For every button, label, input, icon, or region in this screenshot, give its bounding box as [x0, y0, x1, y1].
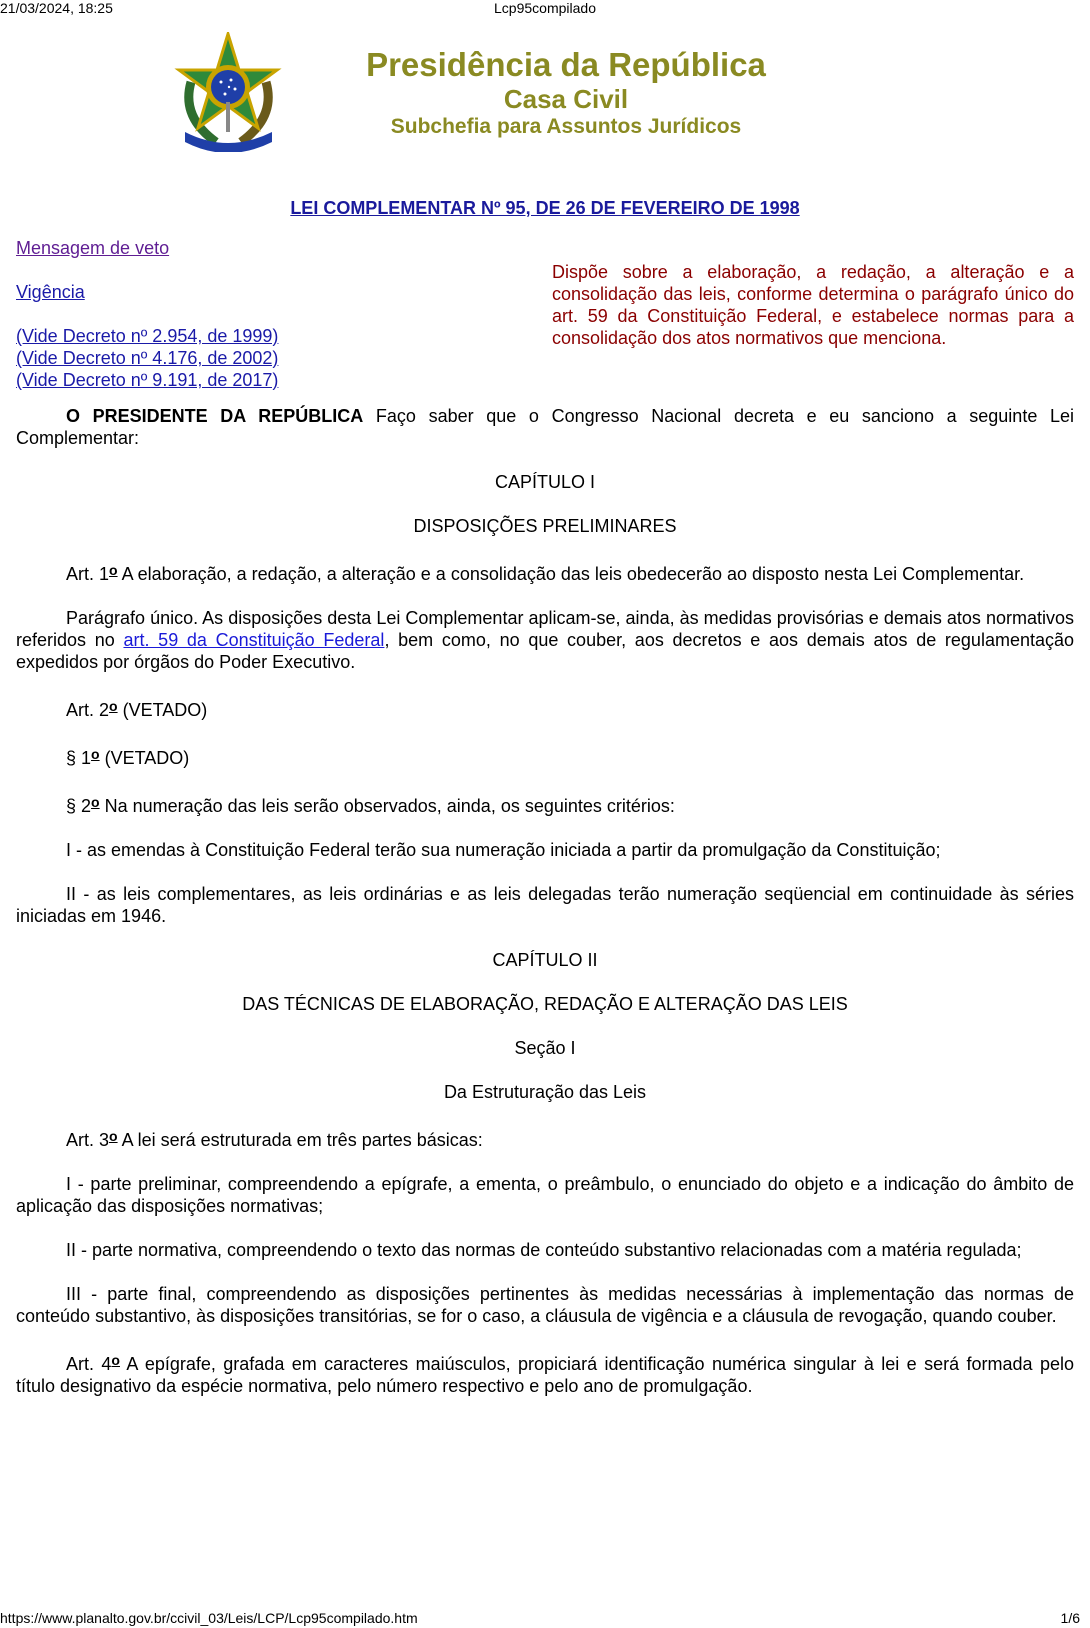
article-2-paragraph-1-label: § 1 [66, 748, 92, 768]
chapter-2-title: CAPÍTULO II [492, 950, 598, 970]
article-3-text: A lei será estruturada em três partes básicas: [117, 1130, 483, 1150]
article-2-item-i: I - as emendas à Constituição Federal terão sua numeração iniciada a partir da promulgação da Constituição; [66, 840, 941, 860]
law-title-link[interactable]: LEI COMPLEMENTAR Nº 95, DE 26 DE FEVEREIRO DE 1998 [290, 198, 800, 218]
article-1-ordinal: o [109, 562, 118, 578]
print-header [0, 0, 1090, 18]
article-3-label: Art. 3 [66, 1130, 110, 1150]
document [16, 28, 1074, 1419]
art-59-cf-link[interactable]: art. 59 da Constituição Federal [123, 630, 385, 650]
article-2-ordinal: o [109, 698, 118, 714]
chapter-1-title: CAPÍTULO I [494, 472, 596, 492]
article-2-label: Art. 2 [66, 700, 110, 720]
print-page-number: 1/6 [1060, 1610, 1080, 1626]
paragrafo-unico-after: , bem como, no que couber, aos decretos e aos demais atos de regulamentação expedidos por órgãos do Poder Executivo. [16, 630, 1075, 672]
article-2-paragraph-2-ordinal: o [91, 794, 100, 810]
side-links [16, 237, 376, 391]
masthead-subchefia: Subchefia para Assuntos Jurídicos [390, 115, 742, 138]
article-4-text: A epígrafe, grafada em caracteres maiúsculos, propiciará identificação numérica singular à lei e será formada pelo título designativo da espécie normativa, pelo número respectivo e pelo ano de promulgação. [16, 1354, 1074, 1396]
masthead [16, 28, 1074, 178]
article-3-item-i: I - parte preliminar, compreendendo a epígrafe, a ementa, o preâmbulo, o enunciado do objeto e a indicação do âmbito de aplicação das disposições normativas; [16, 1174, 1074, 1216]
article-3-item-ii: II - parte normativa, compreendendo o texto das normas de conteúdo substantivo relacionadas com a matéria regulada; [66, 1240, 1022, 1260]
preamble-bold: O PRESIDENTE DA REPÚBLICA [66, 406, 364, 426]
links-and-ementa [16, 237, 1074, 405]
vigencia-link[interactable]: Vigência [16, 282, 85, 302]
article-4 [16, 1349, 1074, 1397]
paragrafo-unico-before: Parágrafo único. As disposições desta Lei Complementar aplicam-se, ainda, às medidas provisórias e demais atos normativos referidos no [16, 608, 1074, 650]
ementa: Dispõe sobre a elaboração, a redação, a alteração e a consolidação das leis, conforme determina o parágrafo único do art. 59 da Constituição Federal, e estabelece normas para a consolidação dos atos normativos que menciona. [552, 262, 1074, 348]
article-2-paragraph-2 [16, 791, 1074, 817]
article-2 [16, 695, 1074, 721]
chapter-2-subtitle: DAS TÉCNICAS DE ELABORAÇÃO, REDAÇÃO E ALTERAÇÃO DAS LEIS [242, 994, 848, 1014]
article-2-paragraph-1-ordinal: o [91, 746, 100, 762]
article-1 [16, 559, 1074, 585]
decreto-4176-link[interactable]: (Vide Decreto nº 4.176, de 2002) [16, 348, 279, 368]
masthead-casa-civil: Casa Civil [503, 84, 629, 114]
preamble [16, 405, 1074, 449]
chapter-1-subtitle: DISPOSIÇÕES PRELIMINARES [413, 516, 677, 536]
preamble-text: Faço saber que o Congresso Nacional decreta e eu sanciono a seguinte Lei Complementar: [16, 406, 1074, 448]
article-3 [16, 1125, 1074, 1151]
article-3-ordinal: o [109, 1128, 118, 1144]
article-1-label: Art. 1 [66, 564, 110, 584]
law-body [16, 405, 1074, 1397]
law-title [16, 198, 1074, 219]
print-datetime: 21/03/2024, 18:25 [0, 0, 113, 16]
article-2-paragraph-2-label: § 2 [66, 796, 92, 816]
article-4-label: Art. 4 [66, 1354, 112, 1374]
article-2-paragraph-1 [16, 743, 1074, 769]
article-1-text: A elaboração, a redação, a alteração e a consolidação das leis obedecerão ao disposto nesta Lei Complementar. [117, 564, 1025, 584]
article-2-item-ii: II - as leis complementares, as leis ordinárias e as leis delegadas terão numeração seqüencial em continuidade às séries iniciadas em 1946. [16, 884, 1074, 926]
print-url: https://www.planalto.gov.br/ccivil_03/Leis/LCP/Lcp95compilado.htm [0, 1610, 418, 1626]
veto-message-link[interactable]: Mensagem de veto [16, 238, 170, 258]
article-4-ordinal: o [111, 1352, 120, 1368]
print-footer [0, 1608, 1090, 1628]
section-1-title: Seção I [514, 1038, 576, 1058]
article-2-paragraph-1-text: (VETADO) [99, 748, 190, 768]
masthead-text [266, 46, 866, 140]
section-1-subtitle: Da Estruturação das Leis [443, 1082, 647, 1102]
article-2-paragraph-2-text: Na numeração das leis serão observados, ainda, os seguintes critérios: [99, 796, 675, 816]
article-2-text: (VETADO) [117, 700, 208, 720]
print-title: Lcp95compilado [494, 0, 596, 16]
article-3-item-iii: III - parte final, compreendendo as disposições pertinentes às medidas necessárias à implementação das normas de conteúdo substantivo, às disposições transitórias, se for o caso, a cláusula de vigência e a cláusula de revogação, quando couber. [16, 1284, 1074, 1326]
decreto-2954-link[interactable]: (Vide Decreto nº 2.954, de 1999) [16, 326, 279, 346]
paragrafo-unico [16, 607, 1074, 673]
decreto-9191-link[interactable]: (Vide Decreto nº 9.191, de 2017) [16, 370, 279, 390]
masthead-presidencia: Presidência da República [366, 46, 766, 83]
